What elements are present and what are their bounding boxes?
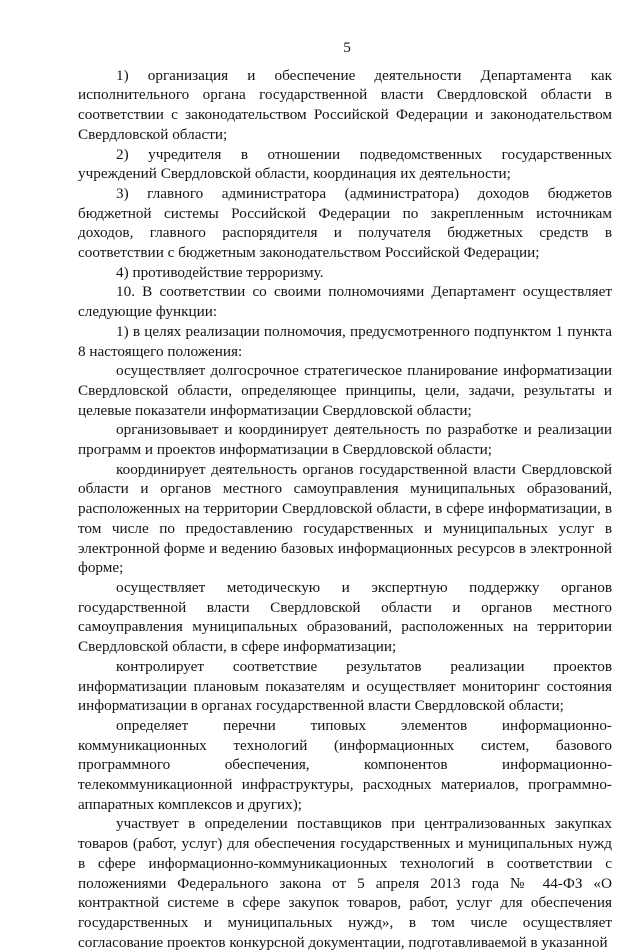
- paragraph-program-coordination: организовывает и координирует деятельность по разработке и реализации программ и проектов информатизации в Свердловской области;: [78, 421, 612, 459]
- paragraph-authorities-coordination: координирует деятельность органов государственной власти Свердловской области и органов местного самоуправления муниципальных образований, расположенных на территории Свердловской области, в сфере информатизации, в том числе по предоставлению государственных и муниципальных услуг в электронной форме и ведению базовых информационных ресурсов в электронной форме;: [78, 460, 612, 577]
- paragraph-typical-elements: определяет перечни типовых элементов информационно-коммуникационных технологий (информационных систем, базового программного обеспечения, компонентов информационно-телекоммуникационной инфраструктуры, расходных материалов, программно-аппаратных комплексов и других);: [78, 716, 612, 813]
- paragraph-section-10-functions: 10. В соответствии со своими полномочиями Департамент осуществляет следующие функции:: [78, 283, 612, 321]
- paragraph-monitoring: контролирует соответствие результатов реализации проектов информатизации плановым показателям и осуществляет мониторинг состояния информатизации в органах государственной власти Свердловской области;: [78, 657, 612, 715]
- paragraph-methodical-support: осуществляет методическую и экспертную поддержку органов государственной власти Свердловской области и органов местного самоуправления муниципальных образований, расположенных на территории Свердловской области, в сфере информатизации;: [78, 578, 612, 656]
- paragraph-subitem-1-intro: 1) в целях реализации полномочия, предусмотренного подпунктом 1 пункта 8 настоящего положения:: [78, 322, 612, 360]
- paragraph-item-3-budget-administrator: 3) главного администратора (администратора) доходов бюджетов бюджетной системы Российской Федерации по закрепленным источникам доходов, главного распорядителя и получателя бюджетных средств в соответствии с бюджетным законодательством Российской Федерации;: [78, 184, 612, 262]
- paragraph-strategic-planning: осуществляет долгосрочное стратегическое планирование информатизации Свердловской области, определяющее принципы, цели, задачи, результаты и целевые показатели информатизации Свердловской области;: [78, 362, 612, 419]
- page-number: 5: [343, 39, 351, 56]
- paragraph-item-4-counter-terrorism: 4) противодействие терроризму.: [116, 263, 324, 281]
- paragraph-item-2-founder: 2) учредителя в отношении подведомственных государственных учреждений Свердловской области, координация их деятельности;: [78, 145, 612, 183]
- paragraph-procurement: участвует в определении поставщиков при централизованных закупках товаров (работ, услуг) для обеспечения государственных и муниципальных нужд в сфере информационно-коммуникационных технологий в соответствии с положениями Федерального закона от 5 апреля 2013 года № 44-ФЗ «О контрактной системе в сфере закупок товаров, работ, услуг для обеспечения государственных и муниципальных нужд», в том числе осуществляет согласование проектов конкурсной документации, подготавливаемой в указанной: [78, 815, 612, 951]
- paragraph-item-1-organization: 1) организация и обеспечение деятельности Департамента как исполнительного органа государственной власти Свердловской области в соответствии с законодательством Российской Федерации и законодательством Свердловской области;: [78, 66, 612, 143]
